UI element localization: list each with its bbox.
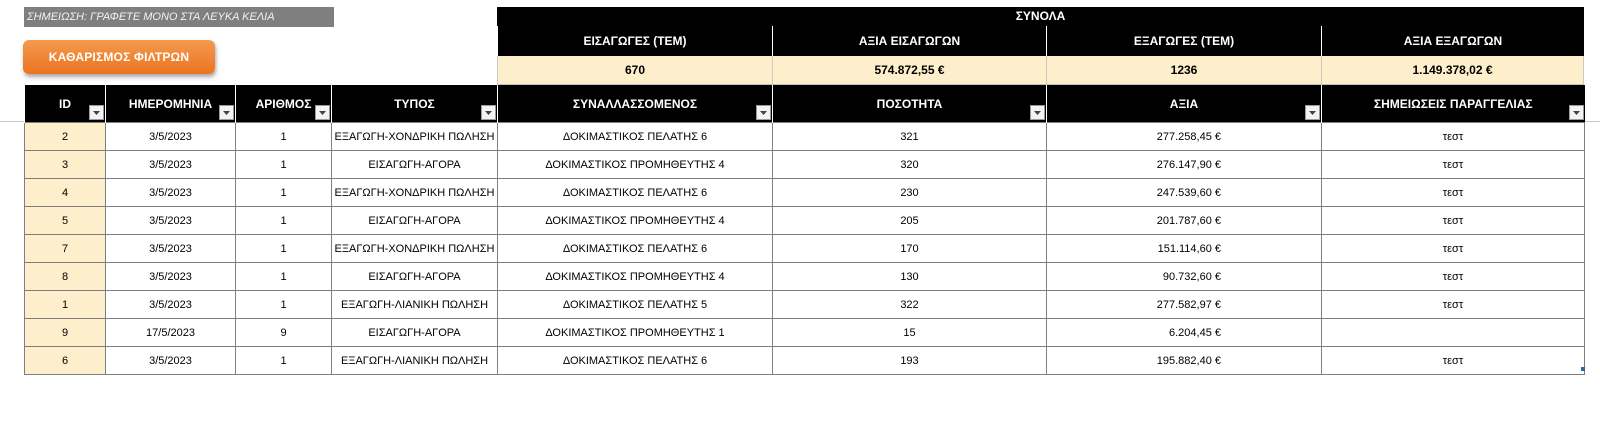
- column-header-party: [498, 85, 773, 123]
- chevron-down-icon: [1034, 111, 1041, 115]
- totals-title: ΣΥΝΟΛΑ: [497, 7, 1584, 26]
- cell-value[interactable]: 6.204,45 €: [1047, 319, 1322, 347]
- cell-value[interactable]: 277.258,45 €: [1047, 123, 1322, 151]
- cell-number[interactable]: 1: [236, 235, 332, 263]
- cell-id[interactable]: 1: [25, 291, 106, 319]
- totals-header-exports-value: ΑΞΙΑ ΕΞΑΓΩΓΩΝ: [1321, 26, 1584, 56]
- table-row: [25, 319, 1585, 347]
- totals-value-imports-qty: 670: [497, 56, 772, 85]
- cell-id[interactable]: 5: [25, 207, 106, 235]
- cell-number[interactable]: 9: [236, 319, 332, 347]
- cell-value[interactable]: 201.787,60 €: [1047, 207, 1322, 235]
- column-header-label: ΣΥΝΑΛΛΑΣΣΟΜΕΝΟΣ: [572, 96, 698, 111]
- cell-quantity[interactable]: 15: [773, 319, 1047, 347]
- cell-value[interactable]: 151.114,60 €: [1047, 235, 1322, 263]
- cell-id[interactable]: 2: [25, 123, 106, 151]
- filter-dropdown-id[interactable]: [89, 105, 104, 120]
- cell-quantity[interactable]: 320: [773, 151, 1047, 179]
- cell-notes[interactable]: [1322, 319, 1585, 347]
- column-header-date: [106, 85, 236, 123]
- cell-date[interactable]: 3/5/2023: [106, 151, 236, 179]
- column-header-quantity: [773, 85, 1047, 123]
- column-header-label: ΣΗΜΕΙΩΣΕΙΣ ΠΑΡΑΓΓΕΛΙΑΣ: [1373, 96, 1533, 111]
- cell-party[interactable]: ΔΟΚΙΜΑΣΤΙΚΟΣ ΠΡΟΜΗΘΕΥΤΗΣ 4: [498, 207, 773, 235]
- cell-party[interactable]: ΔΟΚΙΜΑΣΤΙΚΟΣ ΠΕΛΑΤΗΣ 6: [498, 235, 773, 263]
- cell-notes[interactable]: τεστ: [1322, 179, 1585, 207]
- cell-notes[interactable]: τεστ: [1322, 291, 1585, 319]
- cell-quantity[interactable]: 130: [773, 263, 1047, 291]
- table-body: [25, 123, 1585, 375]
- column-header-number: [236, 85, 332, 123]
- totals-header-exports-qty: ΕΞΑΓΩΓΕΣ (ΤΕΜ): [1046, 26, 1321, 56]
- table-header-row: [25, 85, 1585, 123]
- cell-type[interactable]: ΕΞΑΓΩΓΗ-ΧΟΝΔΡΙΚΗ ΠΩΛΗΣΗ: [332, 179, 498, 207]
- cell-value[interactable]: 247.539,60 €: [1047, 179, 1322, 207]
- cell-quantity[interactable]: 230: [773, 179, 1047, 207]
- filter-dropdown-notes[interactable]: [1569, 105, 1584, 120]
- cell-number[interactable]: 1: [236, 347, 332, 375]
- totals-header-imports-qty: ΕΙΣΑΓΩΓΕΣ (ΤΕΜ): [497, 26, 772, 56]
- chevron-down-icon: [1309, 111, 1316, 115]
- filter-dropdown-date[interactable]: [219, 105, 234, 120]
- cell-number[interactable]: 1: [236, 123, 332, 151]
- column-header-label: ΑΞΙΑ: [1169, 96, 1199, 111]
- cell-date[interactable]: 3/5/2023: [106, 347, 236, 375]
- filter-dropdown-number[interactable]: [315, 105, 330, 120]
- resize-handle[interactable]: [1581, 367, 1585, 371]
- cell-number[interactable]: 1: [236, 179, 332, 207]
- cell-date[interactable]: 3/5/2023: [106, 207, 236, 235]
- column-header-label: ΤΥΠΟΣ: [394, 96, 435, 111]
- cell-quantity[interactable]: 170: [773, 235, 1047, 263]
- cell-notes[interactable]: τεστ: [1322, 207, 1585, 235]
- cell-party[interactable]: ΔΟΚΙΜΑΣΤΙΚΟΣ ΠΕΛΑΤΗΣ 6: [498, 123, 773, 151]
- cell-id[interactable]: 4: [25, 179, 106, 207]
- cell-number[interactable]: 1: [236, 291, 332, 319]
- cell-type[interactable]: ΕΙΣΑΓΩΓΗ-ΑΓΟΡΑ: [332, 151, 498, 179]
- table-row: [25, 179, 1585, 207]
- cell-value[interactable]: 90.732,60 €: [1047, 263, 1322, 291]
- clear-filters-button[interactable]: ΚΑΘΑΡΙΣΜΟΣ ΦΙΛΤΡΩΝ: [23, 40, 215, 74]
- table-row: [25, 123, 1585, 151]
- totals-value-exports-qty: 1236: [1046, 56, 1321, 85]
- cell-date[interactable]: 3/5/2023: [106, 179, 236, 207]
- column-header-label: ΑΡΙΘΜΟΣ: [255, 96, 312, 111]
- table-row: [25, 207, 1585, 235]
- cell-id[interactable]: 3: [25, 151, 106, 179]
- cell-date[interactable]: 3/5/2023: [106, 263, 236, 291]
- cell-type[interactable]: ΕΞΑΓΩΓΗ-ΛΙΑΝΙΚΗ ΠΩΛΗΣΗ: [332, 291, 498, 319]
- chevron-down-icon: [1573, 111, 1580, 115]
- filter-dropdown-quantity[interactable]: [1030, 105, 1045, 120]
- chevron-down-icon: [223, 111, 230, 115]
- cell-number[interactable]: 1: [236, 263, 332, 291]
- cell-type[interactable]: ΕΙΣΑΓΩΓΗ-ΑΓΟΡΑ: [332, 207, 498, 235]
- cell-type[interactable]: ΕΞΑΓΩΓΗ-ΧΟΝΔΡΙΚΗ ΠΩΛΗΣΗ: [332, 123, 498, 151]
- cell-type[interactable]: ΕΞΑΓΩΓΗ-ΧΟΝΔΡΙΚΗ ΠΩΛΗΣΗ: [332, 235, 498, 263]
- column-header-label: ID: [59, 96, 71, 111]
- cell-notes[interactable]: τεστ: [1322, 347, 1585, 375]
- column-header-notes: [1322, 85, 1585, 123]
- filter-dropdown-party[interactable]: [756, 105, 771, 120]
- chevron-down-icon: [760, 111, 767, 115]
- cell-date[interactable]: 3/5/2023: [106, 235, 236, 263]
- cell-party[interactable]: ΔΟΚΙΜΑΣΤΙΚΟΣ ΠΕΛΑΤΗΣ 6: [498, 179, 773, 207]
- table-row: [25, 263, 1585, 291]
- table-row: [25, 151, 1585, 179]
- cell-date[interactable]: 3/5/2023: [106, 123, 236, 151]
- cell-quantity[interactable]: 322: [773, 291, 1047, 319]
- totals-header-imports-value: ΑΞΙΑ ΕΙΣΑΓΩΓΩΝ: [772, 26, 1046, 56]
- cell-party[interactable]: ΔΟΚΙΜΑΣΤΙΚΟΣ ΠΕΛΑΤΗΣ 6: [498, 347, 773, 375]
- column-header-type: [332, 85, 498, 123]
- cell-quantity[interactable]: 193: [773, 347, 1047, 375]
- filter-dropdown-value[interactable]: [1305, 105, 1320, 120]
- table-row: [25, 291, 1585, 319]
- cell-date[interactable]: 3/5/2023: [106, 291, 236, 319]
- table-row: [25, 347, 1585, 375]
- cell-quantity[interactable]: 205: [773, 207, 1047, 235]
- totals-value-exports-value: 1.149.378,02 €: [1321, 56, 1584, 85]
- cell-value[interactable]: 195.882,40 €: [1047, 347, 1322, 375]
- cell-quantity[interactable]: 321: [773, 123, 1047, 151]
- cell-party[interactable]: ΔΟΚΙΜΑΣΤΙΚΟΣ ΠΡΟΜΗΘΕΥΤΗΣ 4: [498, 263, 773, 291]
- cell-date[interactable]: 17/5/2023: [106, 319, 236, 347]
- cell-number[interactable]: 1: [236, 151, 332, 179]
- note-banner: ΣΗΜΕΙΩΣΗ: ΓΡΑΦΕΤΕ ΜΟΝΟ ΣΤΑ ΛΕΥΚΑ ΚΕΛΙΑ: [24, 7, 334, 27]
- filter-dropdown-type[interactable]: [481, 105, 496, 120]
- cell-notes[interactable]: τεστ: [1322, 235, 1585, 263]
- chevron-down-icon: [319, 111, 326, 115]
- column-header-label: ΠΟΣΟΤΗΤΑ: [876, 96, 943, 111]
- chevron-down-icon: [485, 111, 492, 115]
- cell-party[interactable]: ΔΟΚΙΜΑΣΤΙΚΟΣ ΠΡΟΜΗΘΕΥΤΗΣ 1: [498, 319, 773, 347]
- chevron-down-icon: [93, 111, 100, 115]
- cell-id[interactable]: 9: [25, 319, 106, 347]
- cell-notes[interactable]: τεστ: [1322, 123, 1585, 151]
- transactions-table: [24, 85, 1585, 375]
- cell-type[interactable]: ΕΞΑΓΩΓΗ-ΛΙΑΝΙΚΗ ΠΩΛΗΣΗ: [332, 347, 498, 375]
- cell-type[interactable]: ΕΙΣΑΓΩΓΗ-ΑΓΟΡΑ: [332, 319, 498, 347]
- cell-notes[interactable]: τεστ: [1322, 151, 1585, 179]
- cell-notes[interactable]: τεστ: [1322, 263, 1585, 291]
- cell-value[interactable]: 276.147,90 €: [1047, 151, 1322, 179]
- column-header-id: [25, 85, 106, 123]
- column-header-label: ΗΜΕΡΟΜΗΝΙΑ: [128, 96, 213, 111]
- cell-value[interactable]: 277.582,97 €: [1047, 291, 1322, 319]
- cell-party[interactable]: ΔΟΚΙΜΑΣΤΙΚΟΣ ΠΡΟΜΗΘΕΥΤΗΣ 4: [498, 151, 773, 179]
- cell-number[interactable]: 1: [236, 207, 332, 235]
- cell-party[interactable]: ΔΟΚΙΜΑΣΤΙΚΟΣ ΠΕΛΑΤΗΣ 5: [498, 291, 773, 319]
- cell-type[interactable]: ΕΙΣΑΓΩΓΗ-ΑΓΟΡΑ: [332, 263, 498, 291]
- cell-id[interactable]: 8: [25, 263, 106, 291]
- totals-value-imports-value: 574.872,55 €: [772, 56, 1046, 85]
- table-row: [25, 235, 1585, 263]
- cell-id[interactable]: 6: [25, 347, 106, 375]
- cell-id[interactable]: 7: [25, 235, 106, 263]
- column-header-value: [1047, 85, 1322, 123]
